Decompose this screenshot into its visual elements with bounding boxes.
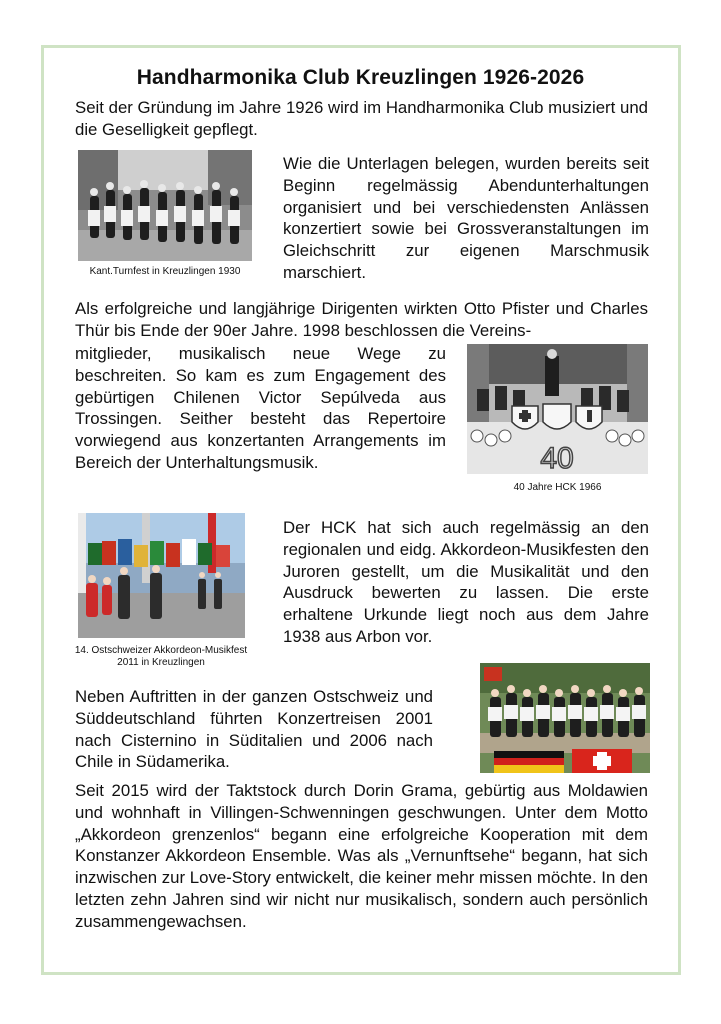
stage-number-40: 40 <box>540 442 574 474</box>
photo-40-jahre-1966 <box>467 344 648 474</box>
directors-paragraph-top: Als erfolgreiche und langjährige Dirigenten wirkten Otto Pfister und Charles Thür bis Ende der 90er Jahre. 1998 beschlossen die Vereins- <box>75 299 648 340</box>
page-title: Handharmonika Club Kreuzlingen 1926-2026 <box>136 66 585 89</box>
directors-paragraph-bottom: mitglieder, musikalisch neue Wege zu beschreiten. So kam es zum Engagement des gebürtigen Chilenen Victor Sepúlveda aus Trossingen. Seither besteht das Repertoire vorwiegend aus konzertanten Arrangements im Bereich der Unterhaltungsmusik. <box>75 344 446 472</box>
photo-musikfest-2011 <box>78 513 245 638</box>
photo-group-flags <box>480 663 650 773</box>
caption-musikfest-2011-line1: 14. Ostschweizer Akkordeon-Musikfest <box>74 645 248 656</box>
caption-musikfest-2011 <box>60 645 262 669</box>
baton-paragraph: Seit 2015 wird der Taktstock durch Dorin Grama, gebürtig aus Moldawien und wohnhaft in Villingen-Schwenningen geschwungen. Unter dem Motto „Akkordeon grenzenlos“ begann eine erfolgreiche Kooperation mit dem Konstanzer Akkordeon Ensemble. Was als „Vernunftsehe“ begann, hat sich inzwischen zur Love-Story entwickelt, die keiner mehr missen möchte. In den letzten zehn Jahren sind wir nicht nur musikalisch, sondern auch persönlich zusammengewachsen. <box>75 781 648 931</box>
fest-paragraph: Wie die Unterlagen belegen, wurden bereits seit Beginn regelmässig Abendunterhaltungen organisiert und bei verschiedensten Anlässen konzertiert sowie bei Grossveranstaltungen im Gleichschritt zur eigenen Marschmusik marschiert. <box>283 154 649 282</box>
tours-paragraph: Neben Auftritten in der ganzen Ostschweiz und Süddeutschland führten Konzertreisen 2001 nach Cisternino in Süditalien und 2006 nach Chile in Südamerika. <box>75 687 433 772</box>
intro-paragraph: Seit der Gründung im Jahre 1926 wird im Handharmonika Club musiziert und die Geselligkeit gepflegt. <box>75 98 648 139</box>
caption-turnfest-1930: Kant.Turnfest in Kreuzlingen 1930 <box>89 266 241 277</box>
hck-paragraph: Der HCK hat sich auch regelmässig an den regionalen und eidg. Akkordeon-Musikfesten den Juroren gestellt, um die Musikalität und den Ausdruck bewerten zu lassen. Die erste erhaltene Urkunde liegt noch aus dem Jahre 1938 aus Arbon vor. <box>283 518 649 646</box>
photo-turnfest-1930 <box>78 150 252 261</box>
caption-40-jahre-1966: 40 Jahre HCK 1966 <box>513 482 602 493</box>
caption-musikfest-2011-line2: 2011 in Kreuzlingen <box>117 657 205 668</box>
